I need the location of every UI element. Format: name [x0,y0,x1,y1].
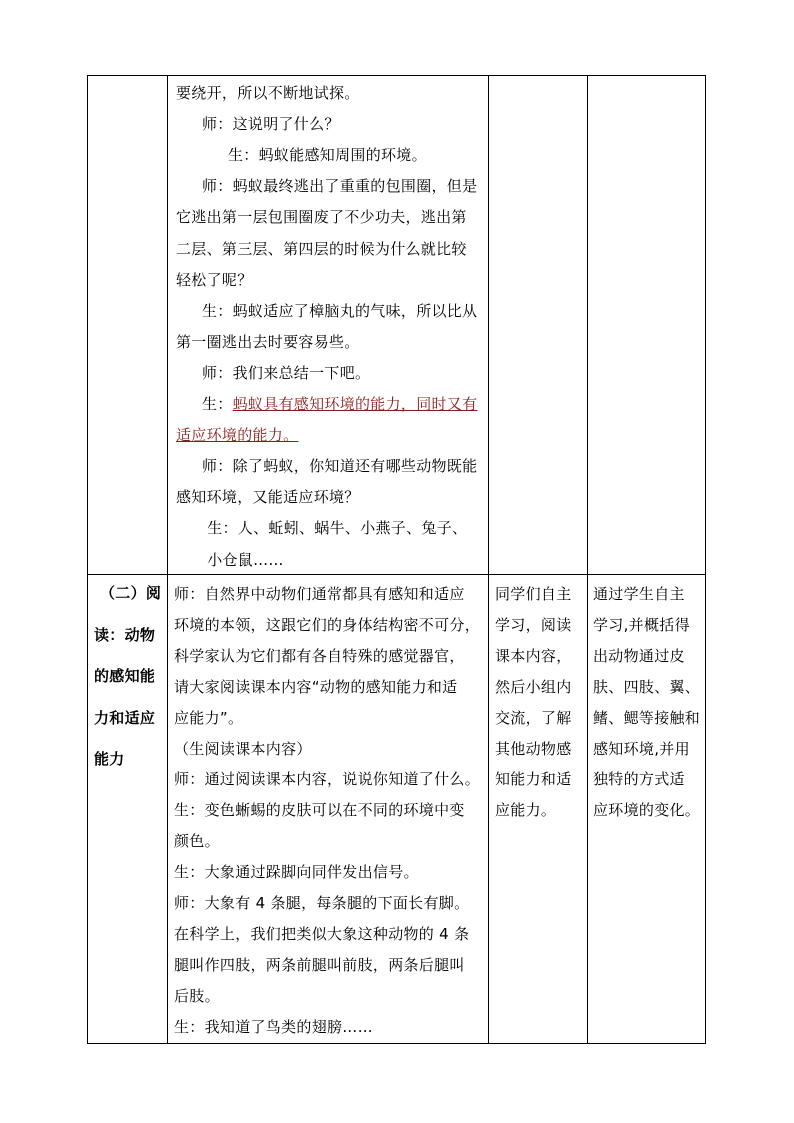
dialogue-text: 感知环境，又能适应环境？ [176,488,360,507]
dialogue-line [207,550,284,570]
dialogue-text: 第一圈逃出去时要容易些。 [176,332,360,351]
row2-content-cell [168,575,488,1045]
design-intent-line: 肤、四肢、翼、 [593,677,701,696]
student-activity-line: 然后小组内 [495,677,572,696]
highlighted-conclusion: 蚂蚁具有感知环境的能力，同时又有 [232,395,478,413]
dialogue-text: 二层、第三层、第四层的时候为什么就比较 [176,239,467,258]
design-intent-line: 独特的方式适 [593,770,685,789]
section-title-cell [88,575,167,1045]
dialogue-line: 在科学上，我们把类似大象这种动物的 4 条 [174,924,470,943]
student-activity-line: 应能力。 [495,801,557,820]
dialogue-line: （生阅读课本内容） [174,739,312,758]
section-title-line: 力和适应 [94,708,156,727]
dialogue-text: 要绕开，所以不断地试探。 [176,84,360,102]
dialogue-line: 腿叫作四肢，两条前腿叫前肢，两条后腿叫 [174,955,465,974]
dialogue-line [202,301,477,321]
section-title-line: 读：动物 [94,625,156,644]
dialogue-text: 师：除了蚂蚁，你知道还有哪些动物既能 [202,457,478,476]
dialogue-text: 它逃出第一层包围圈废了不少功夫，逃出第 [176,208,467,227]
dialogue-line: 科学家认为它们都有各自特殊的感觉器官， [174,646,465,665]
dialogue-text: 生：人、蚯蚓、蜗牛、小燕子、兔子、 [207,519,468,538]
dialogue-text: 小仓鼠…… [207,550,284,569]
section-title-line: 能力 [94,750,125,768]
dialogue-line [202,176,477,196]
design-intent-line: 鳍、鳃等接触和 [593,708,701,727]
dialogue-line: 后肢。 [174,986,220,1005]
dialogue-line: 生：我知道了鸟类的翅膀…… [174,1017,373,1036]
student-activity-line: 其他动物感 [495,739,572,758]
dialogue-line [176,332,360,352]
student-activity-cell [489,575,587,1045]
dialogue-line: 生：大象通过跺脚向同伴发出信号。 [174,863,419,882]
dialogue-line [202,394,477,414]
dialogue-line [228,145,427,165]
student-activity-line: 学习，阅读 [495,615,572,634]
dialogue-line [176,239,467,259]
dialogue-line: 师：大象有 4 条腿，每条腿的下面长有脚。 [174,894,470,912]
dialogue-line: 环境的本领，这跟它们的身体结构密不可分， [174,615,481,634]
student-activity-line: 知能力和适 [495,770,572,789]
lesson-plan-table [87,75,706,1044]
dialogue-line: 应能力”。 [174,708,244,727]
dialogue-line: 请大家阅读课本内容“动物的感知能力和适 [174,677,458,696]
design-intent-line: 学习,并概括得 [593,615,690,634]
design-intent-line: 通过学生自主 [593,585,685,603]
section-title-line: （二）阅 [100,584,162,602]
student-activity-line: 交流，了解 [495,708,572,727]
design-intent-line: 出动物通过皮 [593,646,685,665]
dialogue-line: 师：自然界中动物们通常都具有感知和适应 [174,585,465,603]
dialogue-line [202,363,370,383]
section-title-line: 的感知能 [94,667,156,685]
dialogue-text: 生：蚂蚁能感知周围的环境。 [228,146,427,165]
dialogue-line [202,456,477,476]
highlighted-conclusion: 适应环境的能力。 [176,426,299,445]
design-intent-cell [588,575,706,1045]
dialogue-text: 生：蚂蚁适应了樟脑丸的气味，所以比从 [202,301,478,320]
dialogue-line: 生：变色蜥蜴的皮肤可以在不同的环境中变 [174,801,465,820]
dialogue-text: 师：蚂蚁最终逃出了重重的包围圈，但是 [202,177,478,196]
dialogue-line [202,114,340,134]
dialogue-text: 轻松了呢？ [176,270,253,289]
student-activity-line: 同学们自主 [495,585,572,603]
student-activity-line: 课本内容， [495,646,572,665]
dialogue-line: 师：通过阅读课本内容，说说你知道了什么。 [174,770,481,789]
design-intent-line: 感知环境,并用 [593,739,690,758]
dialogue-text: 生： [202,395,233,413]
dialogue-line: 颜色。 [174,832,220,851]
dialogue-line [176,425,298,445]
row1-content-cell [168,76,488,574]
dialogue-text: 师：我们来总结一下吧。 [202,363,371,382]
design-intent-line: 应环境的变化。 [593,801,701,820]
dialogue-line [207,518,467,538]
dialogue-line [176,207,467,227]
dialogue-text: 师：这说明了什么？ [202,115,340,134]
dialogue-line [176,487,360,507]
dialogue-line [176,270,253,290]
dialogue-line [176,83,360,103]
